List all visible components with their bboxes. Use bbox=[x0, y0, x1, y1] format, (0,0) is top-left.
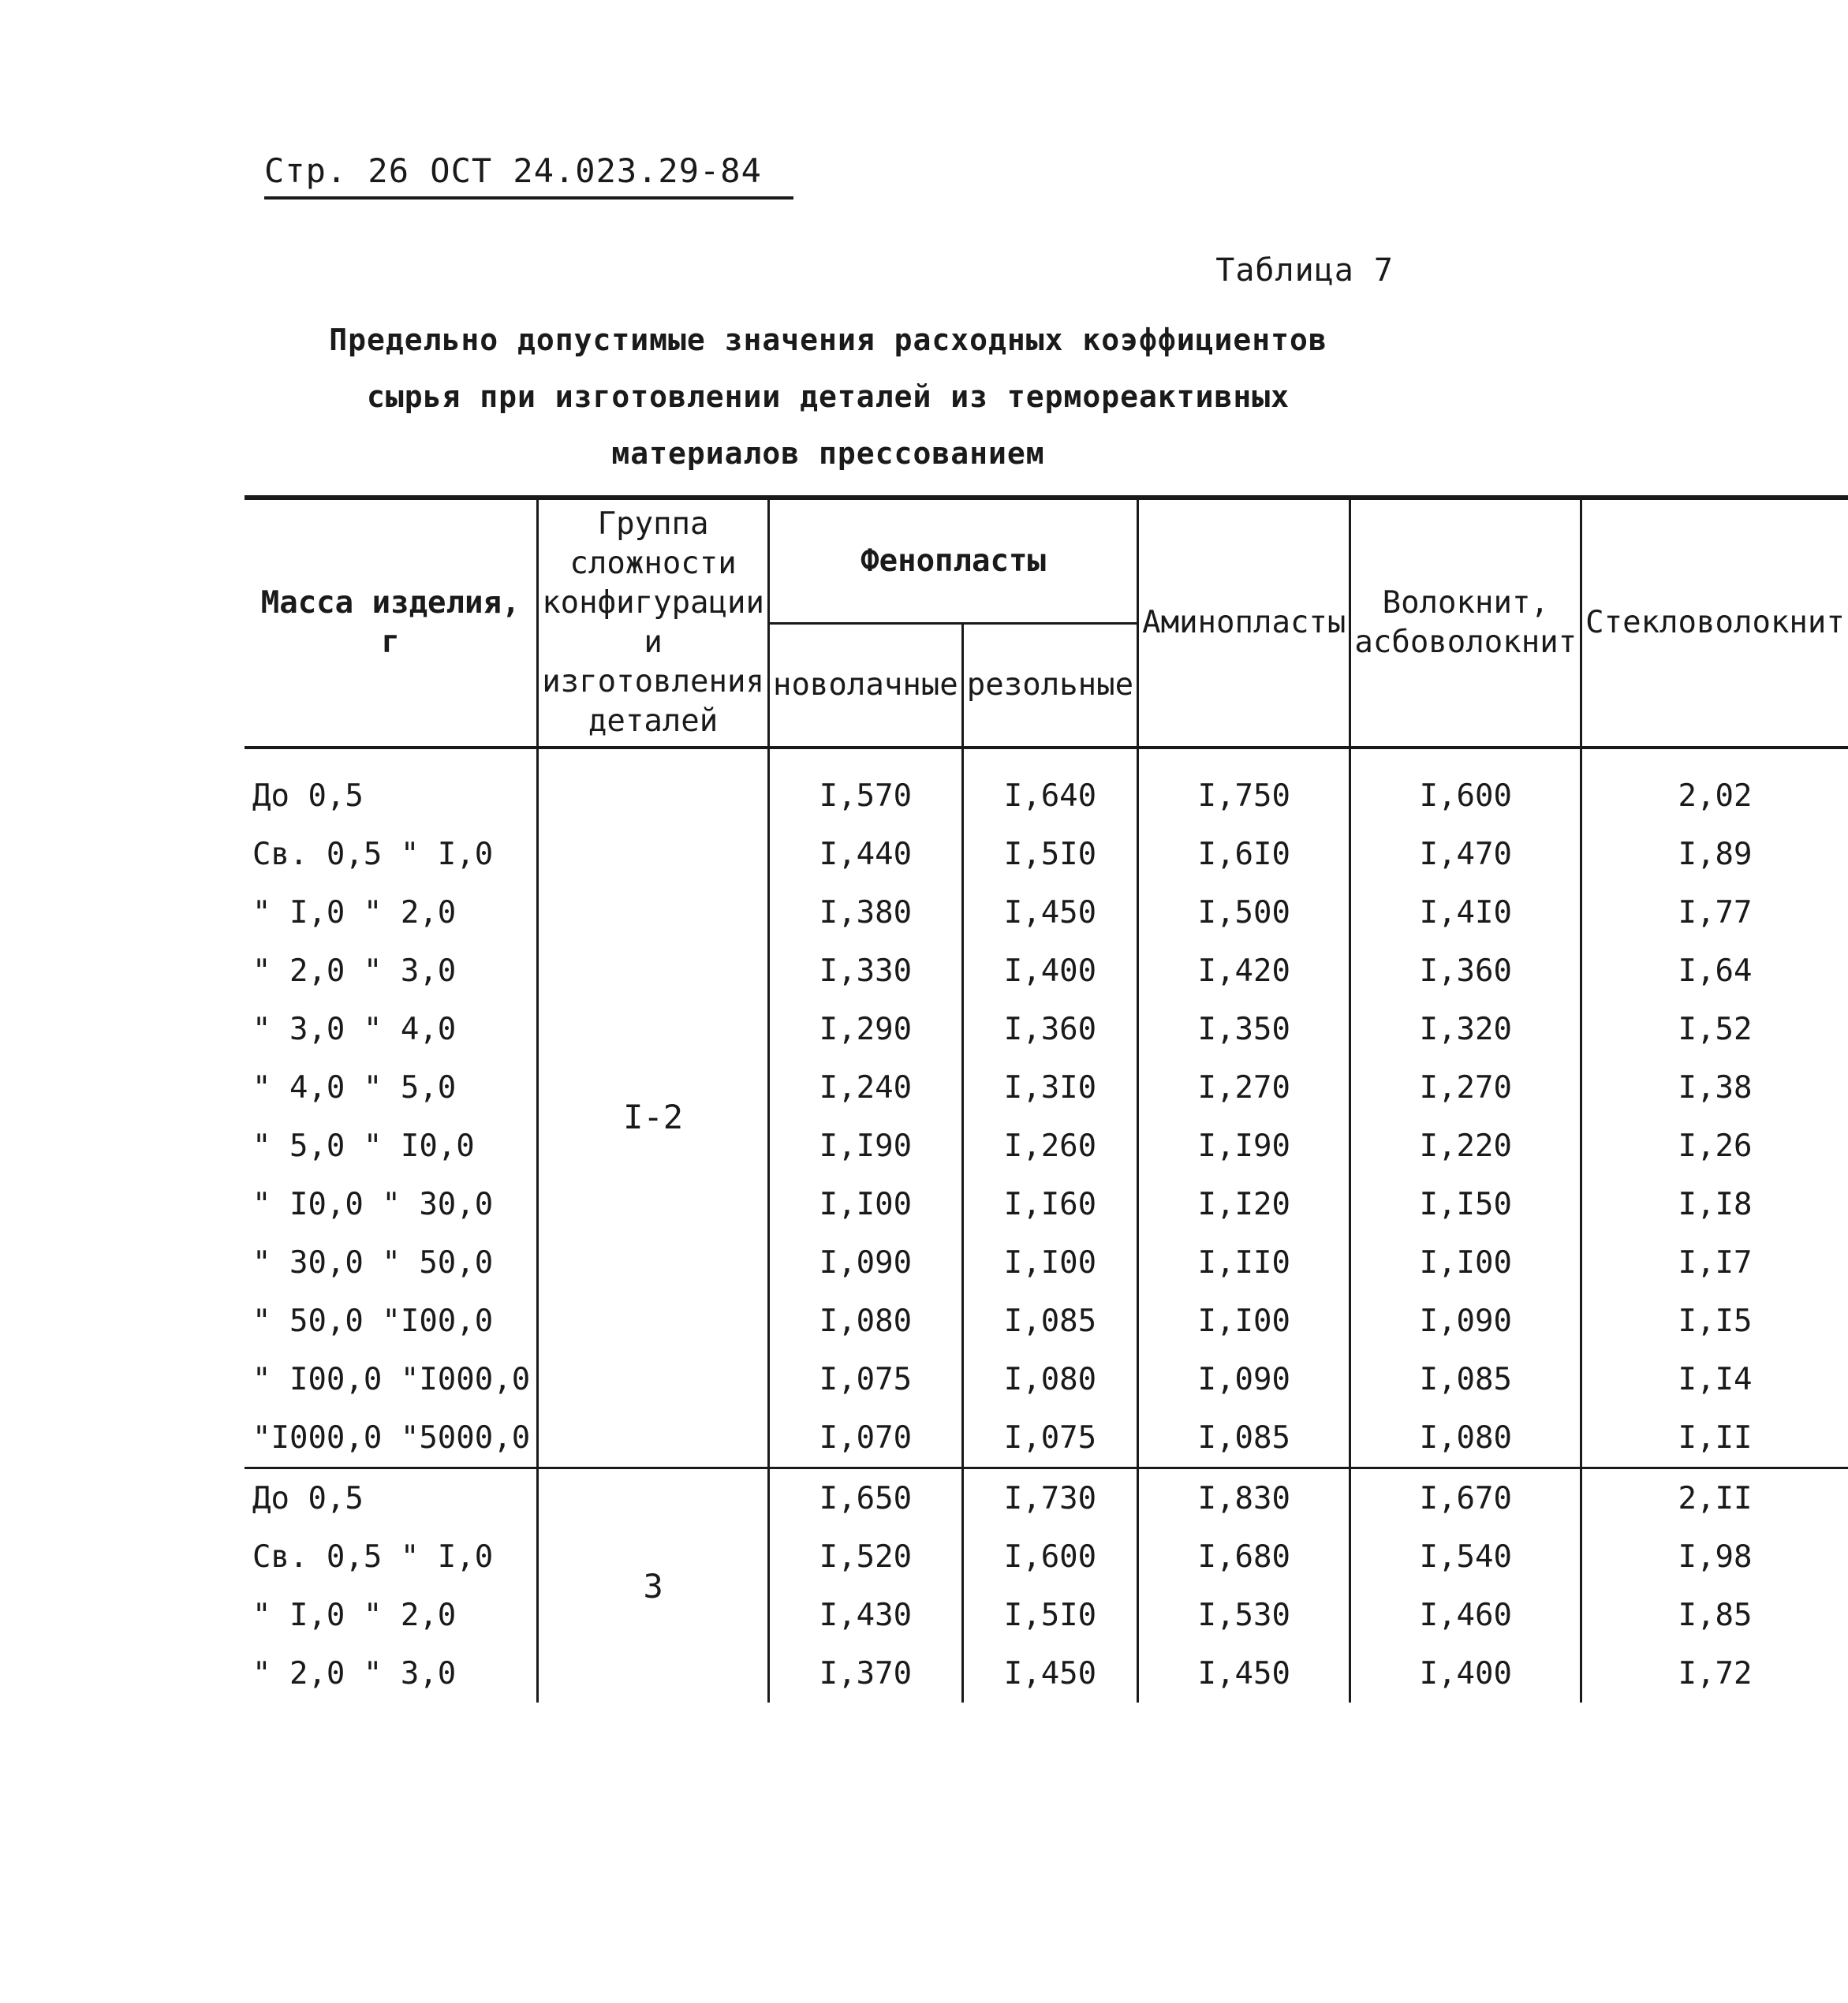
amino-value-cell: I,6I0 bbox=[1138, 825, 1350, 883]
amino-value-cell: I,270 bbox=[1138, 1058, 1350, 1117]
table-body bbox=[245, 748, 1848, 1703]
resol-value-cell: I,075 bbox=[962, 1408, 1137, 1468]
table-row bbox=[245, 1408, 1848, 1468]
table-row bbox=[245, 1586, 1848, 1644]
mass-range-cell: Св. 0,5 " I,0 bbox=[252, 836, 494, 872]
steklo-value-cell: I,77 bbox=[1581, 883, 1848, 942]
resol-value-cell: I,400 bbox=[962, 942, 1137, 1000]
volok-value-cell: I,270 bbox=[1350, 1058, 1581, 1117]
coefficients-table bbox=[245, 495, 1848, 1703]
mass-range-cell: До 0,5 bbox=[252, 778, 364, 814]
table-row bbox=[245, 1468, 1848, 1528]
mass-range-cell: " I,0 " 2,0 bbox=[252, 1597, 457, 1633]
steklo-value-cell: I,I5 bbox=[1581, 1292, 1848, 1350]
table-row bbox=[245, 1058, 1848, 1117]
mass-range-cell: " 2,0 " 3,0 bbox=[252, 953, 457, 989]
column-header-group: Группа сложности конфигурации и изготовления деталей bbox=[538, 498, 769, 748]
volok-value-cell: I,470 bbox=[1350, 825, 1581, 883]
mass-range-cell: "I000,0 "5000,0 bbox=[252, 1419, 531, 1456]
page-header: Стр. 26 ОСТ 24.023.29-84 bbox=[264, 151, 793, 200]
mass-range-cell: " 5,0 " I0,0 bbox=[252, 1128, 475, 1164]
mass-range-cell: " 50,0 "I00,0 bbox=[252, 1303, 494, 1339]
steklo-value-cell: I,72 bbox=[1581, 1644, 1848, 1703]
steklo-value-cell: I,89 bbox=[1581, 825, 1848, 883]
amino-value-cell: I,I90 bbox=[1138, 1117, 1350, 1175]
mass-range-cell: " I,0 " 2,0 bbox=[252, 894, 457, 931]
novolac-value-cell: I,370 bbox=[768, 1644, 962, 1703]
table-title-line: Предельно допустимые значения расходных коэффициентов bbox=[329, 323, 1327, 357]
volok-value-cell: I,090 bbox=[1350, 1292, 1581, 1350]
mass-range-cell: Св. 0,5 " I,0 bbox=[252, 1539, 494, 1575]
resol-value-cell: I,730 bbox=[962, 1468, 1137, 1528]
amino-value-cell: I,I00 bbox=[1138, 1292, 1350, 1350]
column-header-novolac: новолачные bbox=[768, 624, 962, 748]
table-row bbox=[245, 942, 1848, 1000]
resol-value-cell: I,5I0 bbox=[962, 825, 1137, 883]
resol-value-cell: I,600 bbox=[962, 1527, 1137, 1586]
steklo-value-cell: I,85 bbox=[1581, 1586, 1848, 1644]
resol-value-cell: I,640 bbox=[962, 748, 1137, 825]
column-header-phenoplasts: Фенопласты bbox=[768, 498, 1137, 624]
volok-value-cell: I,I50 bbox=[1350, 1175, 1581, 1233]
amino-value-cell: I,085 bbox=[1138, 1408, 1350, 1468]
steklo-value-cell: I,38 bbox=[1581, 1058, 1848, 1117]
amino-value-cell: I,750 bbox=[1138, 748, 1350, 825]
novolac-value-cell: I,570 bbox=[768, 748, 962, 825]
resol-value-cell: I,I00 bbox=[962, 1233, 1137, 1292]
volok-value-cell: I,085 bbox=[1350, 1350, 1581, 1408]
table-row bbox=[245, 1233, 1848, 1292]
amino-value-cell: I,500 bbox=[1138, 883, 1350, 942]
volok-value-cell: I,360 bbox=[1350, 942, 1581, 1000]
table-row bbox=[245, 1000, 1848, 1058]
steklo-value-cell: I,I7 bbox=[1581, 1233, 1848, 1292]
steklo-value-cell: I,26 bbox=[1581, 1117, 1848, 1175]
table-row bbox=[245, 748, 1848, 825]
resol-value-cell: I,080 bbox=[962, 1350, 1137, 1408]
steklo-value-cell: I,52 bbox=[1581, 1000, 1848, 1058]
resol-value-cell: I,360 bbox=[962, 1000, 1137, 1058]
steklo-value-cell: I,64 bbox=[1581, 942, 1848, 1000]
novolac-value-cell: I,090 bbox=[768, 1233, 962, 1292]
novolac-value-cell: I,240 bbox=[768, 1058, 962, 1117]
table-number: Таблица 7 bbox=[1215, 252, 1394, 289]
resol-value-cell: I,260 bbox=[962, 1117, 1137, 1175]
resol-value-cell: I,3I0 bbox=[962, 1058, 1137, 1117]
volok-value-cell: I,4I0 bbox=[1350, 883, 1581, 942]
novolac-value-cell: I,430 bbox=[768, 1586, 962, 1644]
mass-range-cell: " 2,0 " 3,0 bbox=[252, 1655, 457, 1692]
amino-value-cell: I,450 bbox=[1138, 1644, 1350, 1703]
amino-value-cell: I,350 bbox=[1138, 1000, 1350, 1058]
table-row bbox=[245, 825, 1848, 883]
novolac-value-cell: I,075 bbox=[768, 1350, 962, 1408]
novolac-value-cell: I,I00 bbox=[768, 1175, 962, 1233]
amino-value-cell: I,I20 bbox=[1138, 1175, 1350, 1233]
volok-value-cell: I,400 bbox=[1350, 1644, 1581, 1703]
volok-value-cell: I,I00 bbox=[1350, 1233, 1581, 1292]
column-header-mass: Масса изделия, г bbox=[245, 498, 538, 748]
novolac-value-cell: I,I90 bbox=[768, 1117, 962, 1175]
novolac-value-cell: I,080 bbox=[768, 1292, 962, 1350]
column-header-volokniti: Волокнит, асбоволокнит bbox=[1350, 498, 1581, 748]
novolac-value-cell: I,330 bbox=[768, 942, 962, 1000]
mass-range-cell: " 4,0 " 5,0 bbox=[252, 1069, 457, 1106]
volok-value-cell: I,460 bbox=[1350, 1586, 1581, 1644]
volok-value-cell: I,670 bbox=[1350, 1468, 1581, 1528]
amino-value-cell: I,830 bbox=[1138, 1468, 1350, 1528]
table-title-line: сырья при изготовлении деталей из термореактивных bbox=[366, 379, 1290, 414]
table-title bbox=[237, 311, 1420, 482]
mass-range-cell: До 0,5 bbox=[245, 1468, 538, 1528]
amino-value-cell: I,530 bbox=[1138, 1586, 1350, 1644]
table-row bbox=[245, 883, 1848, 942]
steklo-value-cell: 2,II bbox=[1581, 1468, 1848, 1528]
resol-value-cell: I,085 bbox=[962, 1292, 1137, 1350]
steklo-value-cell: I,I8 bbox=[1581, 1175, 1848, 1233]
novolac-value-cell: I,380 bbox=[768, 883, 962, 942]
mass-range-cell: " I0,0 " 30,0 bbox=[252, 1186, 494, 1222]
table-row bbox=[245, 1644, 1848, 1703]
volok-value-cell: I,220 bbox=[1350, 1117, 1581, 1175]
table-row bbox=[245, 1527, 1848, 1586]
novolac-value-cell: I,440 bbox=[768, 825, 962, 883]
column-header-steklo: Стекловолокнит bbox=[1581, 498, 1848, 748]
steklo-value-cell: 2,02 bbox=[1581, 748, 1848, 825]
amino-value-cell: I,II0 bbox=[1138, 1233, 1350, 1292]
mass-range-cell: " 30,0 " 50,0 bbox=[252, 1244, 494, 1281]
table-row bbox=[245, 1175, 1848, 1233]
resol-value-cell: I,450 bbox=[962, 883, 1137, 942]
novolac-value-cell: I,070 bbox=[768, 1408, 962, 1468]
volok-value-cell: I,600 bbox=[1350, 748, 1581, 825]
steklo-value-cell: I,98 bbox=[1581, 1527, 1848, 1586]
table-row bbox=[245, 1350, 1848, 1408]
volok-value-cell: I,080 bbox=[1350, 1408, 1581, 1468]
steklo-value-cell: I,I4 bbox=[1581, 1350, 1848, 1408]
mass-range-cell: " I00,0 "I000,0 bbox=[252, 1361, 531, 1397]
novolac-value-cell: I,520 bbox=[768, 1527, 962, 1586]
table-row bbox=[245, 1117, 1848, 1175]
novolac-value-cell: I,650 bbox=[768, 1468, 962, 1528]
resol-value-cell: I,450 bbox=[962, 1644, 1137, 1703]
table-row bbox=[245, 1292, 1848, 1350]
amino-value-cell: I,090 bbox=[1138, 1350, 1350, 1408]
mass-range-cell: " 3,0 " 4,0 bbox=[252, 1011, 457, 1047]
column-header-resol: резольные bbox=[962, 624, 1137, 748]
volok-value-cell: I,320 bbox=[1350, 1000, 1581, 1058]
complexity-group-cell: I-2 bbox=[538, 748, 769, 1468]
resol-value-cell: I,I60 bbox=[962, 1175, 1137, 1233]
steklo-value-cell: I,II bbox=[1581, 1408, 1848, 1468]
table-title-line: материалов прессованием bbox=[611, 436, 1045, 471]
resol-value-cell: I,5I0 bbox=[962, 1586, 1137, 1644]
novolac-value-cell: I,290 bbox=[768, 1000, 962, 1058]
complexity-group-cell: 3 bbox=[538, 1468, 769, 1703]
column-header-aminoplasts: Аминопласты bbox=[1138, 498, 1350, 748]
amino-value-cell: I,420 bbox=[1138, 942, 1350, 1000]
volok-value-cell: I,540 bbox=[1350, 1527, 1581, 1586]
amino-value-cell: I,680 bbox=[1138, 1527, 1350, 1586]
